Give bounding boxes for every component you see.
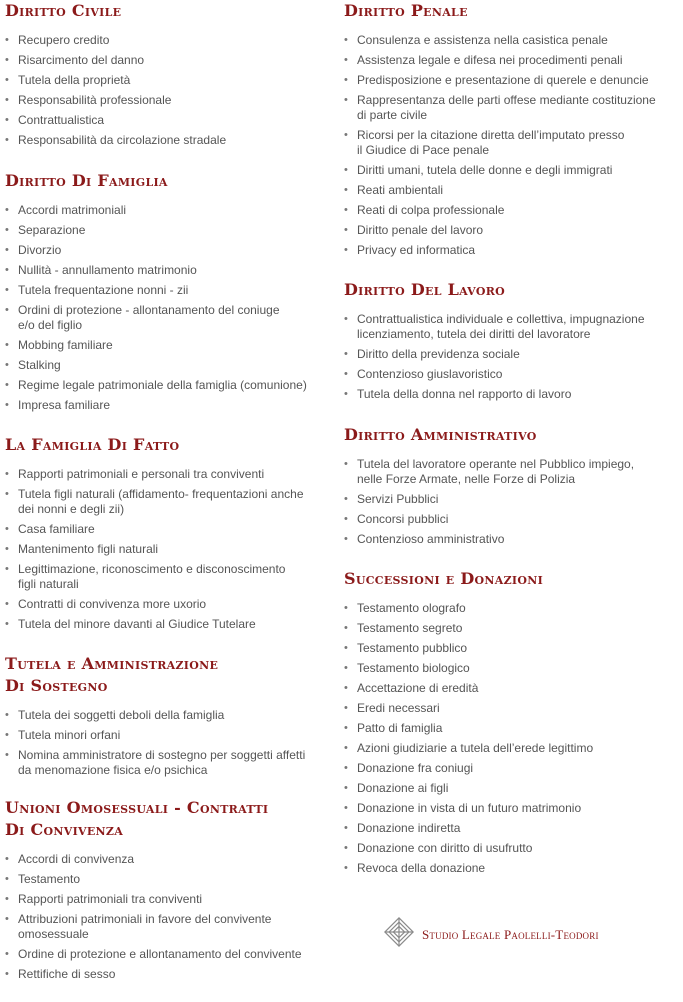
list-item: • Diritti umani, tutela delle donne e degli immigrati bbox=[344, 163, 656, 178]
section-diritto-civile bbox=[5, 0, 226, 153]
diamond-knot-icon bbox=[382, 915, 416, 954]
list-item: • Testamento segreto bbox=[344, 621, 593, 636]
item-list bbox=[5, 203, 307, 413]
list-item: • Ordini di protezione - allontanamento del coniuge e/o del figlio bbox=[5, 303, 307, 333]
list-item: • Revoca della donazione bbox=[344, 861, 593, 876]
list-item: • Accettazione di eredità bbox=[344, 681, 593, 696]
list-item: • Tutela dei soggetti deboli della famiglia bbox=[5, 708, 305, 723]
section-title: Diritto Del Lavoro bbox=[344, 280, 506, 299]
list-item: • Accordi di convivenza bbox=[5, 852, 302, 867]
item-list bbox=[344, 601, 593, 876]
list-item: • Testamento pubblico bbox=[344, 641, 593, 656]
section-diritto-lavoro bbox=[344, 279, 645, 407]
list-item: • Rettifiche di sesso bbox=[5, 967, 302, 982]
list-item: • Mobbing familiare bbox=[5, 338, 307, 353]
list-item: • Legittimazione, riconoscimento e disconoscimento figli naturali bbox=[5, 562, 304, 592]
item-list bbox=[5, 467, 304, 632]
list-item: • Azioni giudiziarie a tutela dell’erede legittimo bbox=[344, 741, 593, 756]
list-item: • Contenzioso amministrativo bbox=[344, 532, 634, 547]
list-item: • Diritto della previdenza sociale bbox=[344, 347, 645, 362]
list-item: • Tutela frequentazione nonni - zii bbox=[5, 283, 307, 298]
section-unioni-omosessuali bbox=[5, 797, 302, 987]
item-list bbox=[344, 312, 645, 402]
list-item: • Mantenimento figli naturali bbox=[5, 542, 304, 557]
section-title: Successioni e Donazioni bbox=[344, 569, 544, 588]
list-item: • Accordi matrimoniali bbox=[5, 203, 307, 218]
section-title: Unioni Omosessuali - Contratti Di Convivenza bbox=[5, 798, 269, 839]
item-list bbox=[5, 33, 226, 148]
list-item: • Nullità - annullamento matrimonio bbox=[5, 263, 307, 278]
list-item: • Donazione ai figli bbox=[344, 781, 593, 796]
list-item: • Impresa familiare bbox=[5, 398, 307, 413]
item-list bbox=[344, 457, 634, 547]
section-famiglia-fatto bbox=[5, 434, 304, 637]
list-item: • Tutela del lavoratore operante nel Pubblico impiego, nelle Forze Armate, nelle Forze di Polizia bbox=[344, 457, 634, 487]
list-item: • Donazione in vista di un futuro matrimonio bbox=[344, 801, 593, 816]
section-amministrazione-sostegno bbox=[5, 653, 305, 783]
list-item: • Divorzio bbox=[5, 243, 307, 258]
list-item: • Testamento biologico bbox=[344, 661, 593, 676]
list-item: • Predisposizione e presentazione di querele e denuncie bbox=[344, 73, 656, 88]
section-title: Tutela e Amministrazione Di Sostegno bbox=[5, 654, 219, 695]
section-title: Diritto Penale bbox=[344, 1, 468, 20]
list-item: • Donazione indiretta bbox=[344, 821, 593, 836]
section-diritto-famiglia bbox=[5, 170, 307, 418]
list-item: • Servizi Pubblici bbox=[344, 492, 634, 507]
list-item: • Responsabilità da circolazione stradale bbox=[5, 133, 226, 148]
list-item: • Reati di colpa professionale bbox=[344, 203, 656, 218]
list-item: • Regime legale patrimoniale della famiglia (comunione) bbox=[5, 378, 307, 393]
section-title: Diritto Civile bbox=[5, 1, 122, 20]
list-item: • Tutela minori orfani bbox=[5, 728, 305, 743]
list-item: • Rapporti patrimoniali e personali tra conviventi bbox=[5, 467, 304, 482]
studio-logo bbox=[382, 915, 599, 954]
list-item: • Contratti di convivenza more uxorio bbox=[5, 597, 304, 612]
list-item: • Tutela della donna nel rapporto di lavoro bbox=[344, 387, 645, 402]
item-list bbox=[5, 708, 305, 778]
section-title: La Famiglia Di Fatto bbox=[5, 435, 180, 454]
list-item: • Ordine di protezione e allontanamento del convivente bbox=[5, 947, 302, 962]
list-item: • Privacy ed informatica bbox=[344, 243, 656, 258]
list-item: • Rappresentanza delle parti offese mediante costituzione di parte civile bbox=[344, 93, 656, 123]
list-item: • Contrattualistica bbox=[5, 113, 226, 128]
list-item: • Ricorsi per la citazione diretta dell’imputato presso il Giudice di Pace penale bbox=[344, 128, 656, 158]
list-item: • Tutela del minore davanti al Giudice Tutelare bbox=[5, 617, 304, 632]
list-item: • Eredi necessari bbox=[344, 701, 593, 716]
list-item: • Contenzioso giuslavoristico bbox=[344, 367, 645, 382]
item-list bbox=[5, 852, 302, 982]
list-item: • Contrattualistica individuale e collettiva, impugnazione licenziamento, tutela dei diritti del lavoratore bbox=[344, 312, 645, 342]
list-item: • Diritto penale del lavoro bbox=[344, 223, 656, 238]
list-item: • Reati ambientali bbox=[344, 183, 656, 198]
list-item: • Donazione fra coniugi bbox=[344, 761, 593, 776]
list-item: • Testamento olografo bbox=[344, 601, 593, 616]
list-item: • Separazione bbox=[5, 223, 307, 238]
section-title: Diritto Di Famiglia bbox=[5, 171, 168, 190]
list-item: • Attribuzioni patrimoniali in favore del convivente omosessuale bbox=[5, 912, 302, 942]
list-item: • Recupero credito bbox=[5, 33, 226, 48]
list-item: • Consulenza e assistenza nella casistica penale bbox=[344, 33, 656, 48]
list-item: • Rapporti patrimoniali tra conviventi bbox=[5, 892, 302, 907]
list-item: • Testamento bbox=[5, 872, 302, 887]
list-item: • Risarcimento del danno bbox=[5, 53, 226, 68]
list-item: • Responsabilità professionale bbox=[5, 93, 226, 108]
list-item: • Nomina amministratore di sostegno per soggetti affetti da menomazione fisica e/o psichica bbox=[5, 748, 305, 778]
list-item: • Concorsi pubblici bbox=[344, 512, 634, 527]
item-list bbox=[344, 33, 656, 258]
list-item: • Donazione con diritto di usufrutto bbox=[344, 841, 593, 856]
list-item: • Tutela figli naturali (affidamento- frequentazioni anche dei nonni e degli zii) bbox=[5, 487, 304, 517]
list-item: • Stalking bbox=[5, 358, 307, 373]
list-item: • Casa familiare bbox=[5, 522, 304, 537]
list-item: • Patto di famiglia bbox=[344, 721, 593, 736]
list-item: • Assistenza legale e difesa nei procedimenti penali bbox=[344, 53, 656, 68]
section-diritto-amministrativo bbox=[344, 424, 634, 552]
list-item: • Tutela della proprietà bbox=[5, 73, 226, 88]
section-successioni-donazioni bbox=[344, 568, 593, 881]
section-diritto-penale bbox=[344, 0, 656, 263]
section-title: Diritto Amministrativo bbox=[344, 425, 537, 444]
logo-text: Studio Legale Paolelli-Teodori bbox=[422, 926, 599, 942]
